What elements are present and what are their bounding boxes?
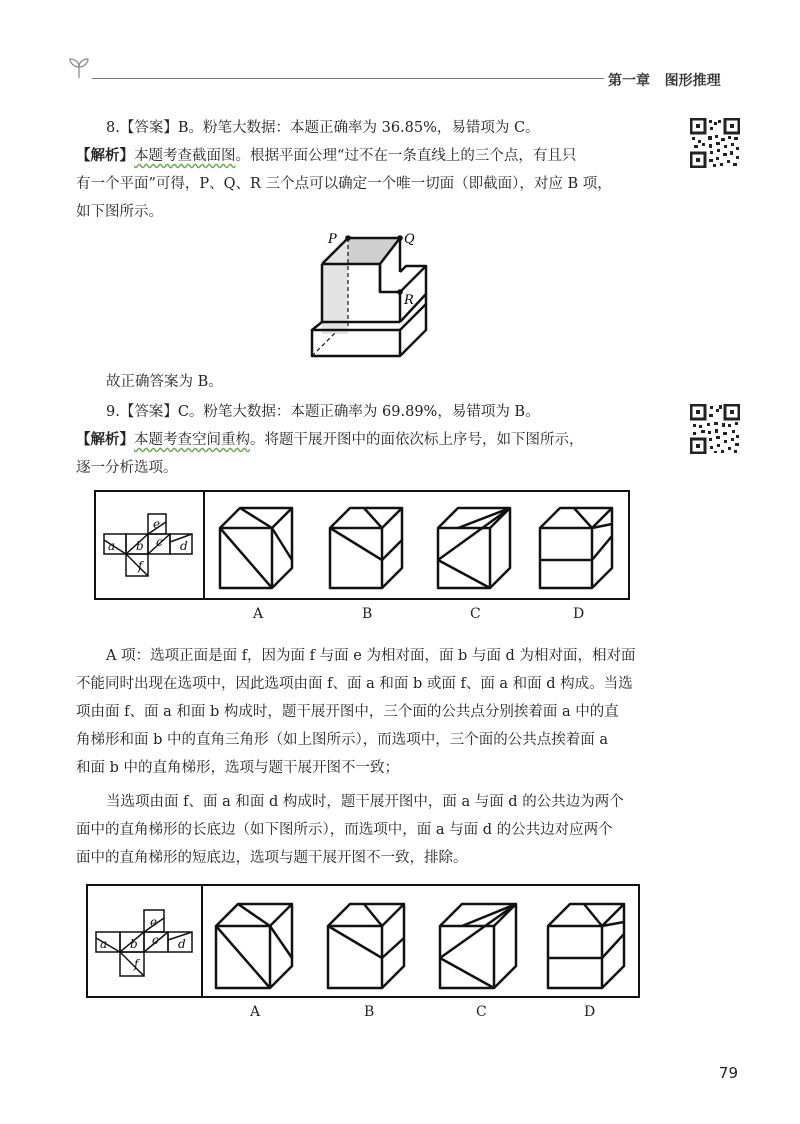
point-r-label: R <box>404 293 414 308</box>
option-label-b: B <box>364 1004 375 1020</box>
q8-analysis-line-3: 如下图所示。 <box>76 204 163 220</box>
chapter-label: 第一章 <box>608 73 650 89</box>
net-label-b: b <box>136 539 144 553</box>
option-label-b: B <box>362 606 373 622</box>
q9-analysis-line-2: 逐一分析选项。 <box>76 460 178 476</box>
qr-code-icon <box>690 118 740 168</box>
net-label-f: f <box>138 559 143 573</box>
para2-line-2: 面中的直角梯形的长底边（如下图所示），而选项中，面 a 与面 d 的公共边对应两个 <box>76 822 613 838</box>
puzzle-figure-top <box>94 490 630 602</box>
q9-answer-line: 9.【答案】C。粉笔大数据：本题正确率为 69.89%，易错项为 B。 <box>106 404 540 420</box>
analysis-tag: 【解析】 <box>76 431 134 448</box>
q9-analysis-line-1 <box>76 426 584 454</box>
para2-line-3: 面中的直角梯形的短底边，选项与题干展开图不一致，排除。 <box>76 850 468 866</box>
net-label-d: d <box>178 937 186 951</box>
analysis-tag: 【解析】 <box>76 147 134 164</box>
qr-code-icon <box>690 404 740 454</box>
option-label-c: C <box>470 606 481 622</box>
net-label-c: c <box>156 535 163 549</box>
para2-line-1: 当选项由面 f、面 a 和面 d 构成时，题干展开图中，面 a 与面 d 的公共边为两个 <box>106 794 624 810</box>
net-label-e: e <box>150 915 158 929</box>
option-label-d: D <box>584 1004 596 1020</box>
topic-underlined: 本题考查空间重构 <box>134 432 250 448</box>
net-label-d: d <box>180 539 188 553</box>
q8-conclusion: 故正确答案为 B。 <box>106 374 223 390</box>
running-header <box>608 70 721 90</box>
option-label-a: A <box>253 606 264 622</box>
section-figure <box>300 226 440 362</box>
net-label-a: a <box>100 937 108 951</box>
para1-line-3: 项由面 f、面 a 和面 b 构成时，题干展开图中，三个面的公共点分别挨着面 a 中的直 <box>76 704 619 720</box>
option-label-a: A <box>250 1004 261 1020</box>
analysis-text: 。根据平面公理“过不在一条直线上的三个点，有且只 <box>235 148 577 164</box>
option-label-c: C <box>476 1004 487 1020</box>
para1-line-5: 和面 b 中的直角梯形，选项与题干展开图不一致； <box>76 760 399 776</box>
option-label-d: D <box>573 606 585 622</box>
page-number: 79 <box>718 1064 738 1082</box>
leaf-icon <box>66 54 92 80</box>
q8-analysis-line-2: 有一个平面”可得，P、Q、R 三个点可以确定一个唯一切面（即截面），对应 B 项， <box>76 176 612 192</box>
net-label-a: a <box>108 539 116 553</box>
chapter-title: 图形推理 <box>664 73 721 89</box>
point-q-label: Q <box>404 232 415 247</box>
point-p-label: P <box>328 232 337 247</box>
topic-underlined: 本题考查截面图 <box>134 148 236 164</box>
analysis-text: 。将题干展开图中的面依次标上序号，如下图所示， <box>250 432 584 448</box>
puzzle-figure-bottom <box>86 884 640 1000</box>
net-label-b: b <box>130 937 138 951</box>
q8-analysis-line-1 <box>76 142 576 170</box>
para1-line-4: 角梯形和面 b 中的直角三角形（如上图所示），而选项中，三个面的公共点挨着面 a <box>76 732 609 748</box>
net-label-c: c <box>152 933 159 947</box>
para1-line-2: 不能同时出现在选项中，因此选项由面 f、面 a 和面 b 或面 f、面 a 和面 d 构成。当选 <box>76 676 633 692</box>
net-label-e: e <box>153 517 161 531</box>
q8-answer-line: 8.【答案】B。粉笔大数据：本题正确率为 36.85%，易错项为 C。 <box>106 120 540 136</box>
header-rule <box>92 78 604 79</box>
net-label-f: f <box>134 957 139 971</box>
para1-line-1: A 项：选项正面是面 f，因为面 f 与面 e 为相对面，面 b 与面 d 为相对面，相对面 <box>106 648 636 664</box>
